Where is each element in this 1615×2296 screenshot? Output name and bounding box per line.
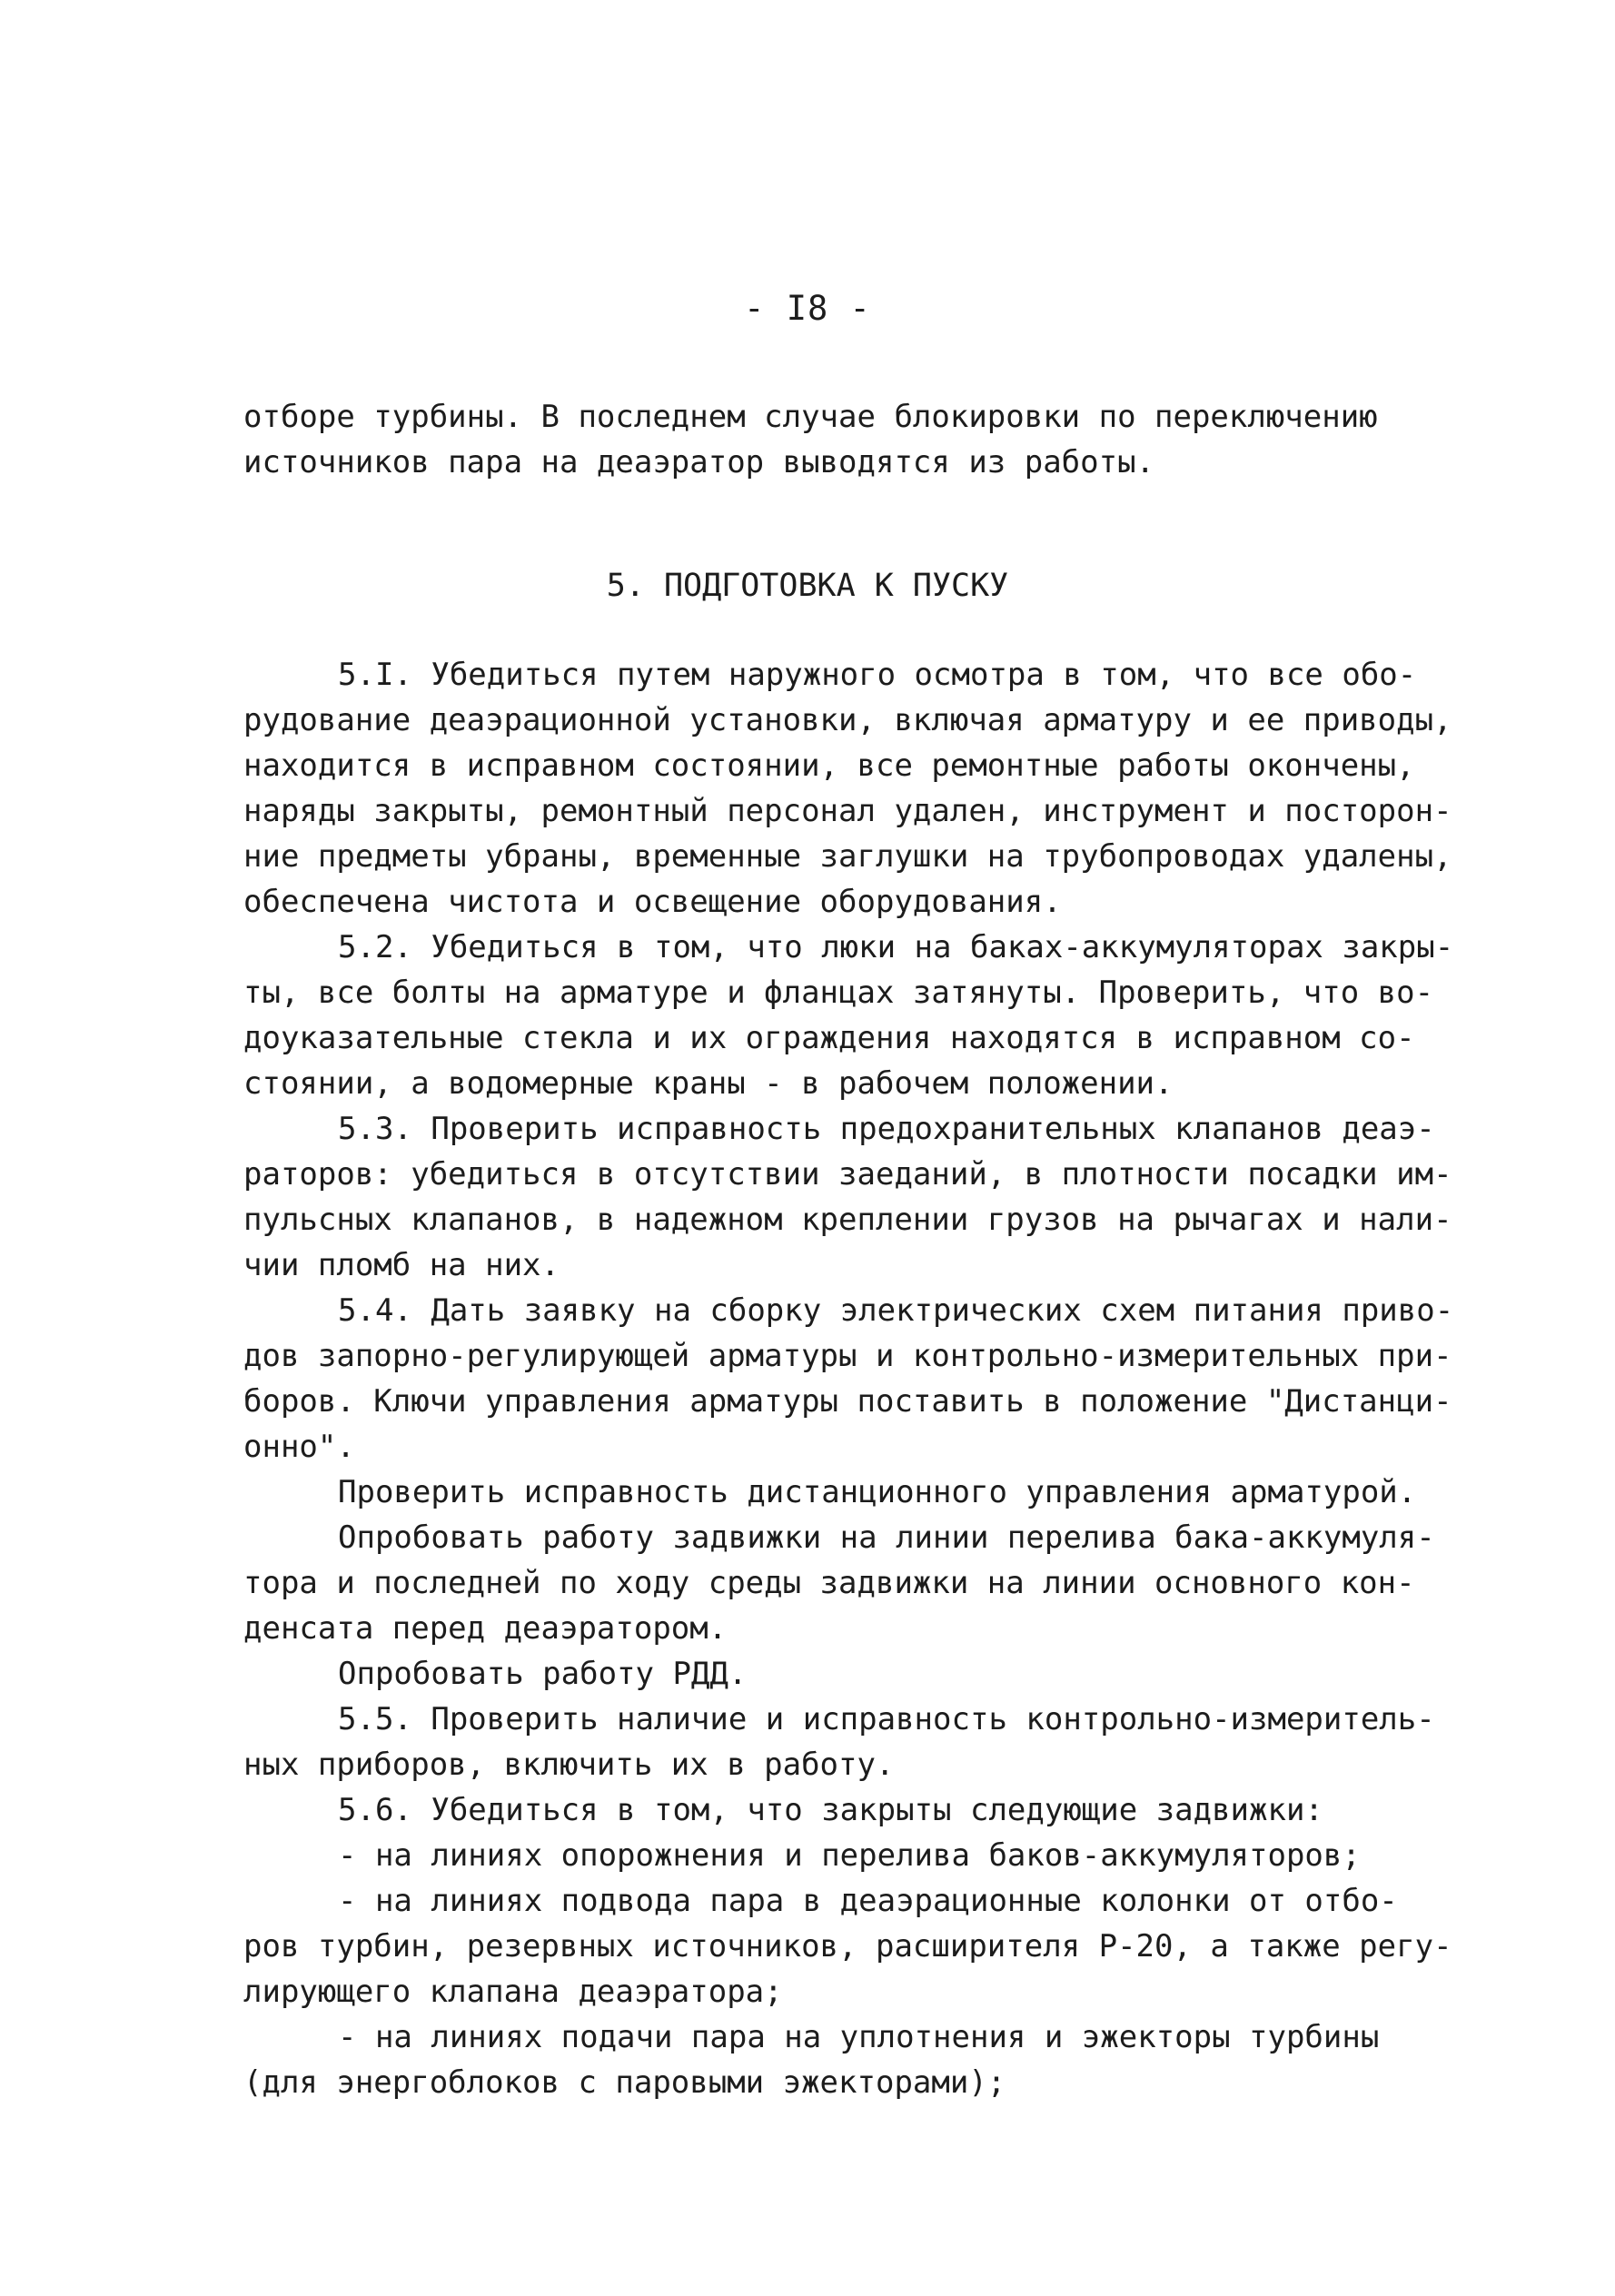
text-line: ров турбин, резервных источников, расширителя Р-20, а также регу- [243, 1928, 1452, 1964]
clause-5-2-start: 5.2. Убедиться в том, что люки на баках-аккумуляторах закры- [338, 929, 1454, 965]
text-line: ты, все болты на арматуре и фланцах затянуты. Проверить, что во- [243, 975, 1434, 1011]
text-line: доуказательные стекла и их ограждения находятся в исправном со- [243, 1020, 1415, 1056]
text-line: лирующего клапана деаэратора; [243, 1974, 783, 2010]
clause-5-4-start: 5.4. Дать заявку на сборку электрических схем питания приво- [338, 1292, 1454, 1329]
text-line: чии пломб на них. [243, 1247, 560, 1283]
text-line-indented: Опробовать работу задвижки на линии перелива бака-аккумуля- [338, 1519, 1435, 1556]
text-line-indented: Проверить исправность дистанционного управления арматурой. [338, 1474, 1417, 1510]
clause-5-1-start: 5.I. Убедиться путем наружного осмотра в том, что все обо- [338, 657, 1417, 693]
intro-paragraph [243, 394, 1461, 485]
list-item: - на линиях подвода пара в деаэрационные колонки от отбо- [338, 1883, 1398, 1919]
text-line: источников пара на деаэратор выводятся из работы. [243, 444, 1155, 480]
text-line: (для энергоблоков с паровыми эжекторами); [243, 2064, 1006, 2101]
clause-5-5-start: 5.5. Проверить наличие и исправность контрольно-измеритель- [338, 1701, 1435, 1737]
text-line: онно". [243, 1429, 355, 1465]
text-line: рудование деаэрационной установки, включая арматуру и ее приводы, [243, 702, 1452, 738]
text-line: боров. Ключи управления арматуры поставить в положение "Дистанци- [243, 1383, 1452, 1420]
text-line: находится в исправном состоянии, все ремонтные работы окончены, [243, 747, 1415, 784]
section-heading: 5. ПОДГОТОВКА К ПУСКУ [606, 568, 1009, 604]
page-number: - I8 - [744, 289, 871, 328]
text-line: отборе турбины. В последнем случае блокировки по переключению [243, 399, 1378, 435]
text-line: раторов: убедиться в отсутствии заеданий, в плотности посадки им- [243, 1156, 1452, 1193]
text-line-indented: Опробовать работу РДД. [338, 1656, 748, 1692]
text-line: наряды закрыты, ремонтный персонал удален, инструмент и посторон- [243, 793, 1452, 829]
section-body [243, 652, 1461, 2105]
text-line: пульсных клапанов, в надежном креплении грузов на рычагах и нали- [243, 1202, 1452, 1238]
text-line: тора и последней по ходу среды задвижки на линии основного кон- [243, 1565, 1415, 1601]
list-item: - на линиях подачи пара на уплотнения и эжекторы турбины [338, 2019, 1380, 2055]
text-line: ние предметы убраны, временные заглушки на трубопроводах удалены, [243, 838, 1452, 875]
text-line: ных приборов, включить их в работу. [243, 1747, 895, 1783]
text-line: дов запорно-регулирующей арматуры и контрольно-измерительных при- [243, 1338, 1452, 1374]
text-line: обеспечена чистота и освещение оборудования. [243, 884, 1062, 920]
list-item: - на линиях опорожнения и перелива баков-аккумуляторов; [338, 1837, 1361, 1874]
clause-5-6-start: 5.6. Убедиться в том, что закрыты следующие задвижки: [338, 1792, 1323, 1828]
text-line: стоянии, а водомерные краны - в рабочем положении. [243, 1065, 1174, 1102]
clause-5-3-start: 5.3. Проверить исправность предохранительных клапанов деаэ- [338, 1111, 1435, 1147]
text-line: денсата перед деаэратором. [243, 1610, 728, 1647]
